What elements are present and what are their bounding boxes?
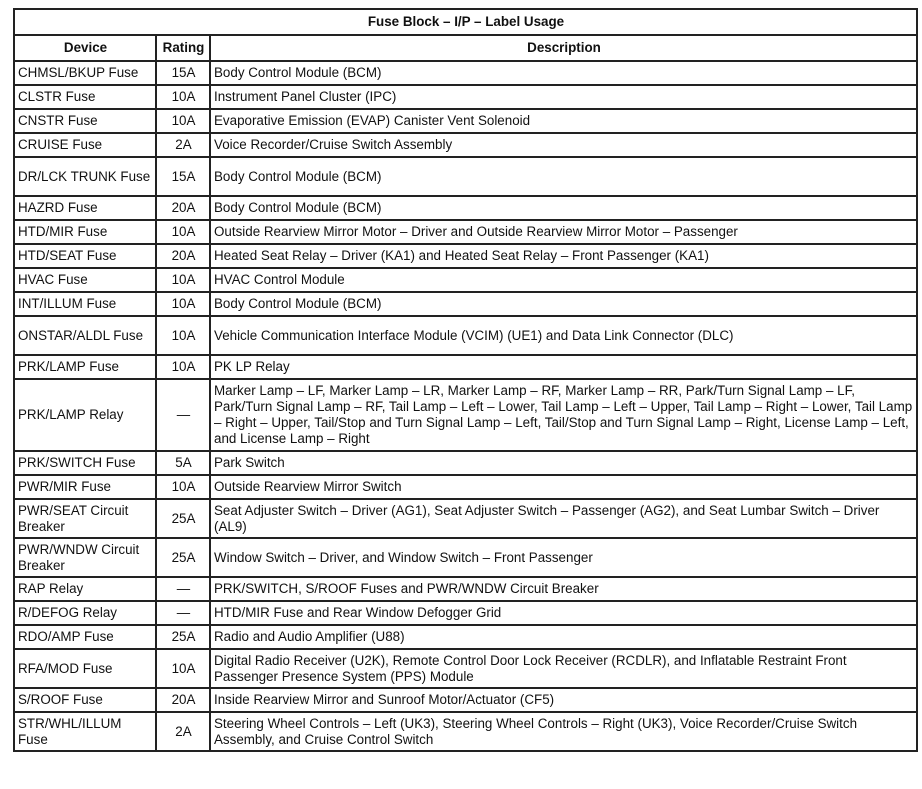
description-cell: Vehicle Communication Interface Module (VCIM) (UE1) and Data Link Connector (DLC) xyxy=(210,316,917,355)
device-cell: INT/ILLUM Fuse xyxy=(14,292,156,316)
device-cell: S/ROOF Fuse xyxy=(14,688,156,712)
description-cell: Body Control Module (BCM) xyxy=(210,196,917,220)
rating-cell: 25A xyxy=(156,538,210,577)
device-cell: CNSTR Fuse xyxy=(14,109,156,133)
rating-cell: 10A xyxy=(156,355,210,379)
device-cell: HAZRD Fuse xyxy=(14,196,156,220)
table-row xyxy=(14,538,917,577)
rating-cell: 10A xyxy=(156,268,210,292)
rating-cell: 10A xyxy=(156,109,210,133)
description-cell: PRK/SWITCH, S/ROOF Fuses and PWR/WNDW Circuit Breaker xyxy=(210,577,917,601)
table-row xyxy=(14,292,917,316)
device-cell: PWR/SEAT Circuit Breaker xyxy=(14,499,156,538)
description-cell: Body Control Module (BCM) xyxy=(210,157,917,196)
description-cell: Inside Rearview Mirror and Sunroof Motor/Actuator (CF5) xyxy=(210,688,917,712)
title-row xyxy=(14,9,917,35)
rating-cell: 20A xyxy=(156,244,210,268)
rating-cell: 15A xyxy=(156,61,210,85)
table-row xyxy=(14,157,917,196)
fuse-label-usage-table xyxy=(13,8,918,752)
table-row xyxy=(14,244,917,268)
description-cell: Park Switch xyxy=(210,451,917,475)
rating-cell: 5A xyxy=(156,451,210,475)
description-cell: Steering Wheel Controls – Left (UK3), Steering Wheel Controls – Right (UK3), Voice Recorder/Cruise Switch Assembly, and Cruise Control Switch xyxy=(210,712,917,751)
rating-cell: 10A xyxy=(156,220,210,244)
device-cell: PRK/LAMP Relay xyxy=(14,379,156,451)
device-cell: ONSTAR/ALDL Fuse xyxy=(14,316,156,355)
table-row xyxy=(14,475,917,499)
rating-cell: 15A xyxy=(156,157,210,196)
table-row xyxy=(14,499,917,538)
description-cell: Outside Rearview Mirror Switch xyxy=(210,475,917,499)
table-row xyxy=(14,133,917,157)
rating-cell: 25A xyxy=(156,625,210,649)
table-row xyxy=(14,220,917,244)
description-cell: Voice Recorder/Cruise Switch Assembly xyxy=(210,133,917,157)
device-cell: CLSTR Fuse xyxy=(14,85,156,109)
table-row xyxy=(14,451,917,475)
description-cell: Outside Rearview Mirror Motor – Driver and Outside Rearview Mirror Motor – Passenger xyxy=(210,220,917,244)
rating-cell: — xyxy=(156,601,210,625)
table-row xyxy=(14,268,917,292)
rating-cell: 25A xyxy=(156,499,210,538)
device-cell: PWR/MIR Fuse xyxy=(14,475,156,499)
table-row xyxy=(14,649,917,688)
header-row xyxy=(14,35,917,61)
description-cell: Seat Adjuster Switch – Driver (AG1), Seat Adjuster Switch – Passenger (AG2), and Seat Lumbar Switch – Driver (AL9) xyxy=(210,499,917,538)
rating-cell: 10A xyxy=(156,292,210,316)
device-cell: RDO/AMP Fuse xyxy=(14,625,156,649)
description-cell: Body Control Module (BCM) xyxy=(210,292,917,316)
rating-cell: — xyxy=(156,577,210,601)
device-cell: CRUISE Fuse xyxy=(14,133,156,157)
rating-cell: 10A xyxy=(156,475,210,499)
description-cell: Instrument Panel Cluster (IPC) xyxy=(210,85,917,109)
table-row xyxy=(14,85,917,109)
header-rating: Rating xyxy=(156,35,210,61)
description-cell: HTD/MIR Fuse and Rear Window Defogger Grid xyxy=(210,601,917,625)
rating-cell: 20A xyxy=(156,688,210,712)
device-cell: PRK/SWITCH Fuse xyxy=(14,451,156,475)
device-cell: RFA/MOD Fuse xyxy=(14,649,156,688)
description-cell: Window Switch – Driver, and Window Switch – Front Passenger xyxy=(210,538,917,577)
table-row xyxy=(14,316,917,355)
description-cell: Body Control Module (BCM) xyxy=(210,61,917,85)
header-description: Description xyxy=(210,35,917,61)
table-title: Fuse Block – I/P – Label Usage xyxy=(14,9,917,35)
rating-cell: 10A xyxy=(156,649,210,688)
table-row xyxy=(14,688,917,712)
table-row xyxy=(14,601,917,625)
table-row xyxy=(14,577,917,601)
device-cell: HTD/MIR Fuse xyxy=(14,220,156,244)
header-device: Device xyxy=(14,35,156,61)
table-row xyxy=(14,109,917,133)
table-row xyxy=(14,712,917,751)
description-cell: Radio and Audio Amplifier (U88) xyxy=(210,625,917,649)
table-row xyxy=(14,61,917,85)
device-cell: PRK/LAMP Fuse xyxy=(14,355,156,379)
rating-cell: — xyxy=(156,379,210,451)
description-cell: PK LP Relay xyxy=(210,355,917,379)
device-cell: CHMSL/BKUP Fuse xyxy=(14,61,156,85)
table-row xyxy=(14,196,917,220)
device-cell: HVAC Fuse xyxy=(14,268,156,292)
description-cell: Marker Lamp – LF, Marker Lamp – LR, Marker Lamp – RF, Marker Lamp – RR, Park/Turn Signal Lamp – LF, Park/Turn Signal Lamp – RF, Tail Lamp – Left – Lower, Tail Lamp – Left – Upper, Tail Lamp – Right – Lower, Tail Lamp – Right – Upper, Tail/Stop and Turn Signal Lamp – Left, Tail/Stop and Turn Signal Lamp – Right, License Lamp – Left, and License Lamp – Right xyxy=(210,379,917,451)
device-cell: RAP Relay xyxy=(14,577,156,601)
rating-cell: 10A xyxy=(156,85,210,109)
device-cell: DR/LCK TRUNK Fuse xyxy=(14,157,156,196)
description-cell: HVAC Control Module xyxy=(210,268,917,292)
device-cell: STR/WHL/ILLUM Fuse xyxy=(14,712,156,751)
rating-cell: 10A xyxy=(156,316,210,355)
device-cell: R/DEFOG Relay xyxy=(14,601,156,625)
device-cell: HTD/SEAT Fuse xyxy=(14,244,156,268)
rating-cell: 20A xyxy=(156,196,210,220)
description-cell: Evaporative Emission (EVAP) Canister Vent Solenoid xyxy=(210,109,917,133)
table-row xyxy=(14,355,917,379)
table-row xyxy=(14,379,917,451)
device-cell: PWR/WNDW Circuit Breaker xyxy=(14,538,156,577)
rating-cell: 2A xyxy=(156,133,210,157)
rating-cell: 2A xyxy=(156,712,210,751)
table-row xyxy=(14,625,917,649)
description-cell: Heated Seat Relay – Driver (KA1) and Heated Seat Relay – Front Passenger (KA1) xyxy=(210,244,917,268)
description-cell: Digital Radio Receiver (U2K), Remote Control Door Lock Receiver (RCDLR), and Inflatable Restraint Front Passenger Presence System (PPS) Module xyxy=(210,649,917,688)
